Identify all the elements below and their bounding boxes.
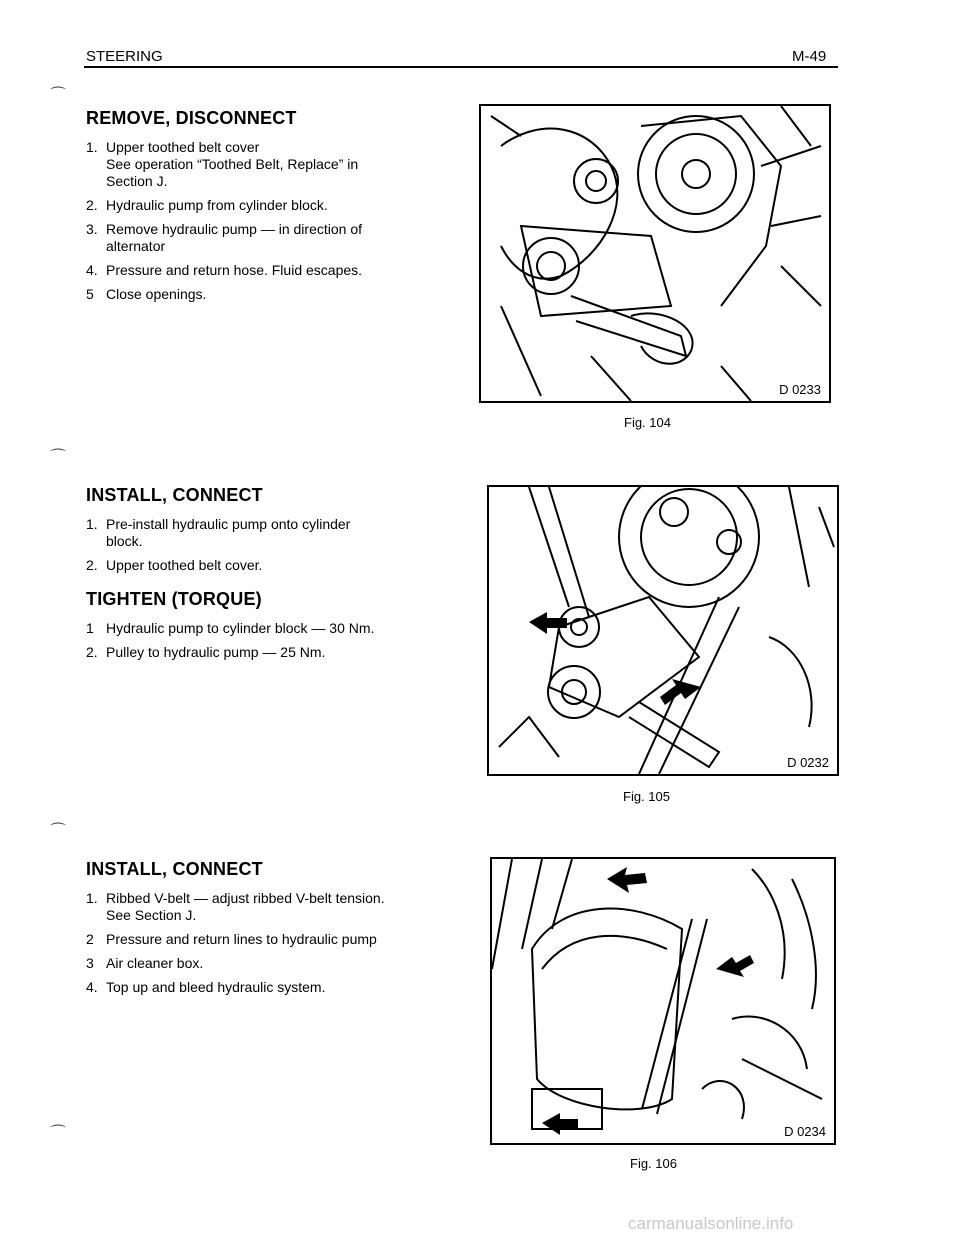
margin-mark: ⌒ [50, 87, 67, 104]
list-item: 2. Upper toothed belt cover. [86, 557, 263, 573]
margin-mark: ⌒ [50, 1125, 67, 1142]
section-title-install: INSTALL, CONNECT [86, 485, 263, 505]
list-item: 3 Air cleaner box. [86, 955, 204, 971]
list-item: 1. Upper toothed belt cover See operation “Toothed Belt, Replace” in Section J. [86, 139, 359, 189]
figure-104-illustration [479, 104, 831, 403]
margin-mark: ⌒ [50, 823, 67, 840]
install-steps-list [86, 516, 386, 581]
pump-install-drawing [489, 487, 837, 774]
list-item: 2 Pressure and return lines to hydraulic pump [86, 931, 377, 947]
list-item: 1. Ribbed V-belt — adjust ribbed V-belt tension. See Section J. [86, 890, 385, 923]
section-header: STEERING [86, 48, 163, 65]
figure-106-illustration [490, 857, 836, 1145]
torque-steps-list [86, 620, 386, 668]
figure-105-illustration [487, 485, 839, 776]
list-item: 5 Close openings. [86, 286, 207, 302]
figure-code: D 0234 [784, 1124, 826, 1139]
page-number: M-49 [792, 48, 827, 65]
figure-caption: Fig. 106 [630, 1156, 677, 1171]
remove-steps-list [86, 139, 386, 310]
list-item: 2. Pulley to hydraulic pump — 25 Nm. [86, 644, 326, 660]
section-title-install-2: INSTALL, CONNECT [86, 859, 263, 879]
figure-code: D 0232 [787, 755, 829, 770]
list-item: 4. Top up and bleed hydraulic system. [86, 979, 326, 995]
header-rule [84, 66, 838, 68]
list-item: 2. Hydraulic pump from cylinder block. [86, 197, 328, 213]
margin-mark: ⌒ [50, 449, 67, 466]
air-cleaner-drawing [492, 859, 834, 1143]
list-item: 3. Remove hydraulic pump — in direction of alternator [86, 221, 363, 254]
list-item: 1. Pre-install hydraulic pump onto cylinder block. [86, 516, 351, 549]
pump-removal-drawing [481, 106, 829, 401]
section-title-torque: TIGHTEN (TORQUE) [86, 589, 262, 609]
watermark-text: carmanualsonline.info [628, 1214, 794, 1233]
figure-caption: Fig. 104 [624, 415, 671, 430]
section-title-remove: REMOVE, DISCONNECT [86, 108, 297, 128]
install-steps-list-2 [86, 890, 386, 1003]
list-item: 1 Hydraulic pump to cylinder block — 30 Nm. [86, 620, 375, 636]
figure-caption: Fig. 105 [623, 789, 670, 804]
list-item: 4. Pressure and return hose. Fluid escapes. [86, 262, 363, 278]
figure-code: D 0233 [779, 382, 821, 397]
